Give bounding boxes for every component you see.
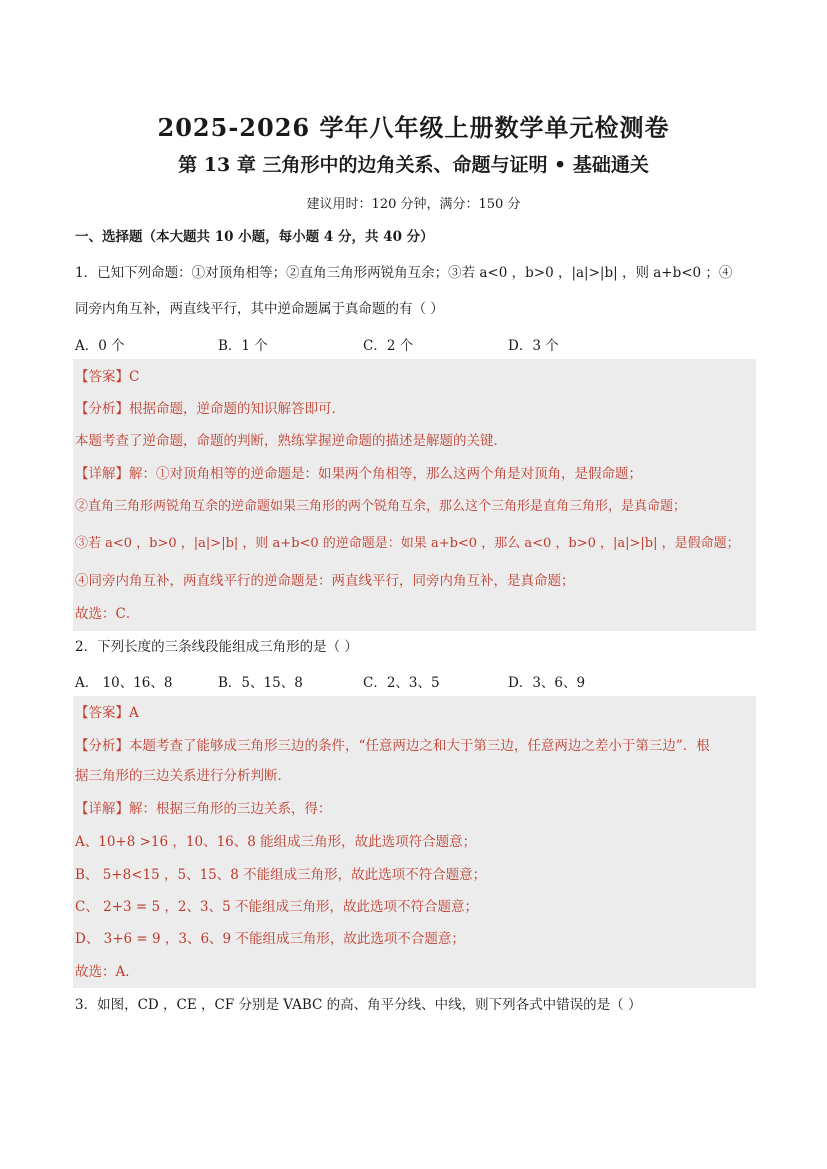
q1-option-b: B．1 个 <box>218 338 268 354</box>
q2-choice: 故选：A． <box>75 964 139 980</box>
q1-detail-1: 【详解】解：①对顶角相等的逆命题是：如果两个角相等，那么这两个角是对顶角，是假命题； <box>75 466 642 482</box>
page-title: 2025-2026 学年八年级上册数学单元检测卷 <box>157 113 670 142</box>
q2-analysis-1: 【分析】本题考查了能够成三角形三边的条件，“任意两边之和大于第三边，任意两边之差小于第三边”．根 <box>75 738 710 754</box>
q1-detail-4: ④同旁内角互补，两直线平行的逆命题是：两直线平行，同旁内角互补，是真命题； <box>75 573 575 589</box>
q1-line2: 同旁内角互补，两直线平行，其中逆命题属于真命题的有（ ） <box>75 301 444 317</box>
q2-check-c: C、 2+3 = 5 ，2、3、5 不能组成三角形，故此选项不符合题意； <box>75 899 478 915</box>
q2-check-a: A、10+8 >16 ，10、16、8 能组成三角形，故此选项符合题意； <box>75 834 477 850</box>
q1-analysis: 【分析】根据命题，逆命题的知识解答即可． <box>75 401 345 417</box>
q1-note: 本题考查了逆命题，命题的判断，熟练掌握逆命题的描述是解题的关键． <box>75 433 507 449</box>
time-hint: 建议用时：120 分钟，满分：150 分 <box>306 197 521 212</box>
q2-answer: 【答案】A <box>75 705 139 721</box>
q1-detail-3: ③若 a<0 ，b>0 ，|a|>|b| ，则 a+b<0 的逆命题是：如果 a+b<0 ，那么 a<0 ，b>0 ，|a|>|b| ，是假命题； <box>75 536 740 551</box>
q1-detail-2: ②直角三角形两锐角互余的逆命题如果三角形的两个锐角互余，那么这个三角形是直角三角形，是真命题； <box>75 499 687 514</box>
q2-option-d: D．3、6、9 <box>508 675 586 691</box>
q3-line1: 3．如图，CD ，CE ，CF 分别是 VABC 的高、角平分线、中线，则下列各式中错误的是（ ） <box>75 997 642 1013</box>
q2-check-d: D、 3+6 = 9 ，3、6、9 不能组成三角形，故此选项不合题意； <box>75 931 465 947</box>
q1-answer: 【答案】C <box>75 369 140 385</box>
q1-option-c: C．2 个 <box>363 338 414 354</box>
q2-option-a: A． 10、16、8 <box>75 675 173 691</box>
q1-option-a: A．0 个 <box>75 338 125 354</box>
q1-choice: 故选：C． <box>75 606 140 622</box>
q1-line1: 1．已知下列命题：①对顶角相等；②直角三角形两锐角互余；③若 a<0 ，b>0 ，|a|>|b| ，则 a+b<0 ；④ <box>75 265 733 281</box>
q1-option-d: D．3 个 <box>508 338 559 354</box>
q2-option-b: B．5、15、8 <box>218 675 303 691</box>
q2-check-b: B、 5+8<15 ，5、15、8 不能组成三角形，故此选项不符合题意； <box>75 867 487 883</box>
section-heading: 一、选择题（本大题共 10 小题，每小题 4 分，共 40 分） <box>75 229 434 245</box>
page-subtitle: 第 13 章 三角形中的边角关系、命题与证明 • 基础通关 <box>178 154 649 176</box>
q2-option-c: C．2、3、5 <box>363 675 440 691</box>
q2-analysis-2: 据三角形的三边关系进行分析判断． <box>75 768 291 784</box>
q2-line1: 2．下列长度的三条线段能组成三角形的是（ ） <box>75 639 358 655</box>
q2-detail: 【详解】解：根据三角形的三边关系，得： <box>75 801 332 817</box>
